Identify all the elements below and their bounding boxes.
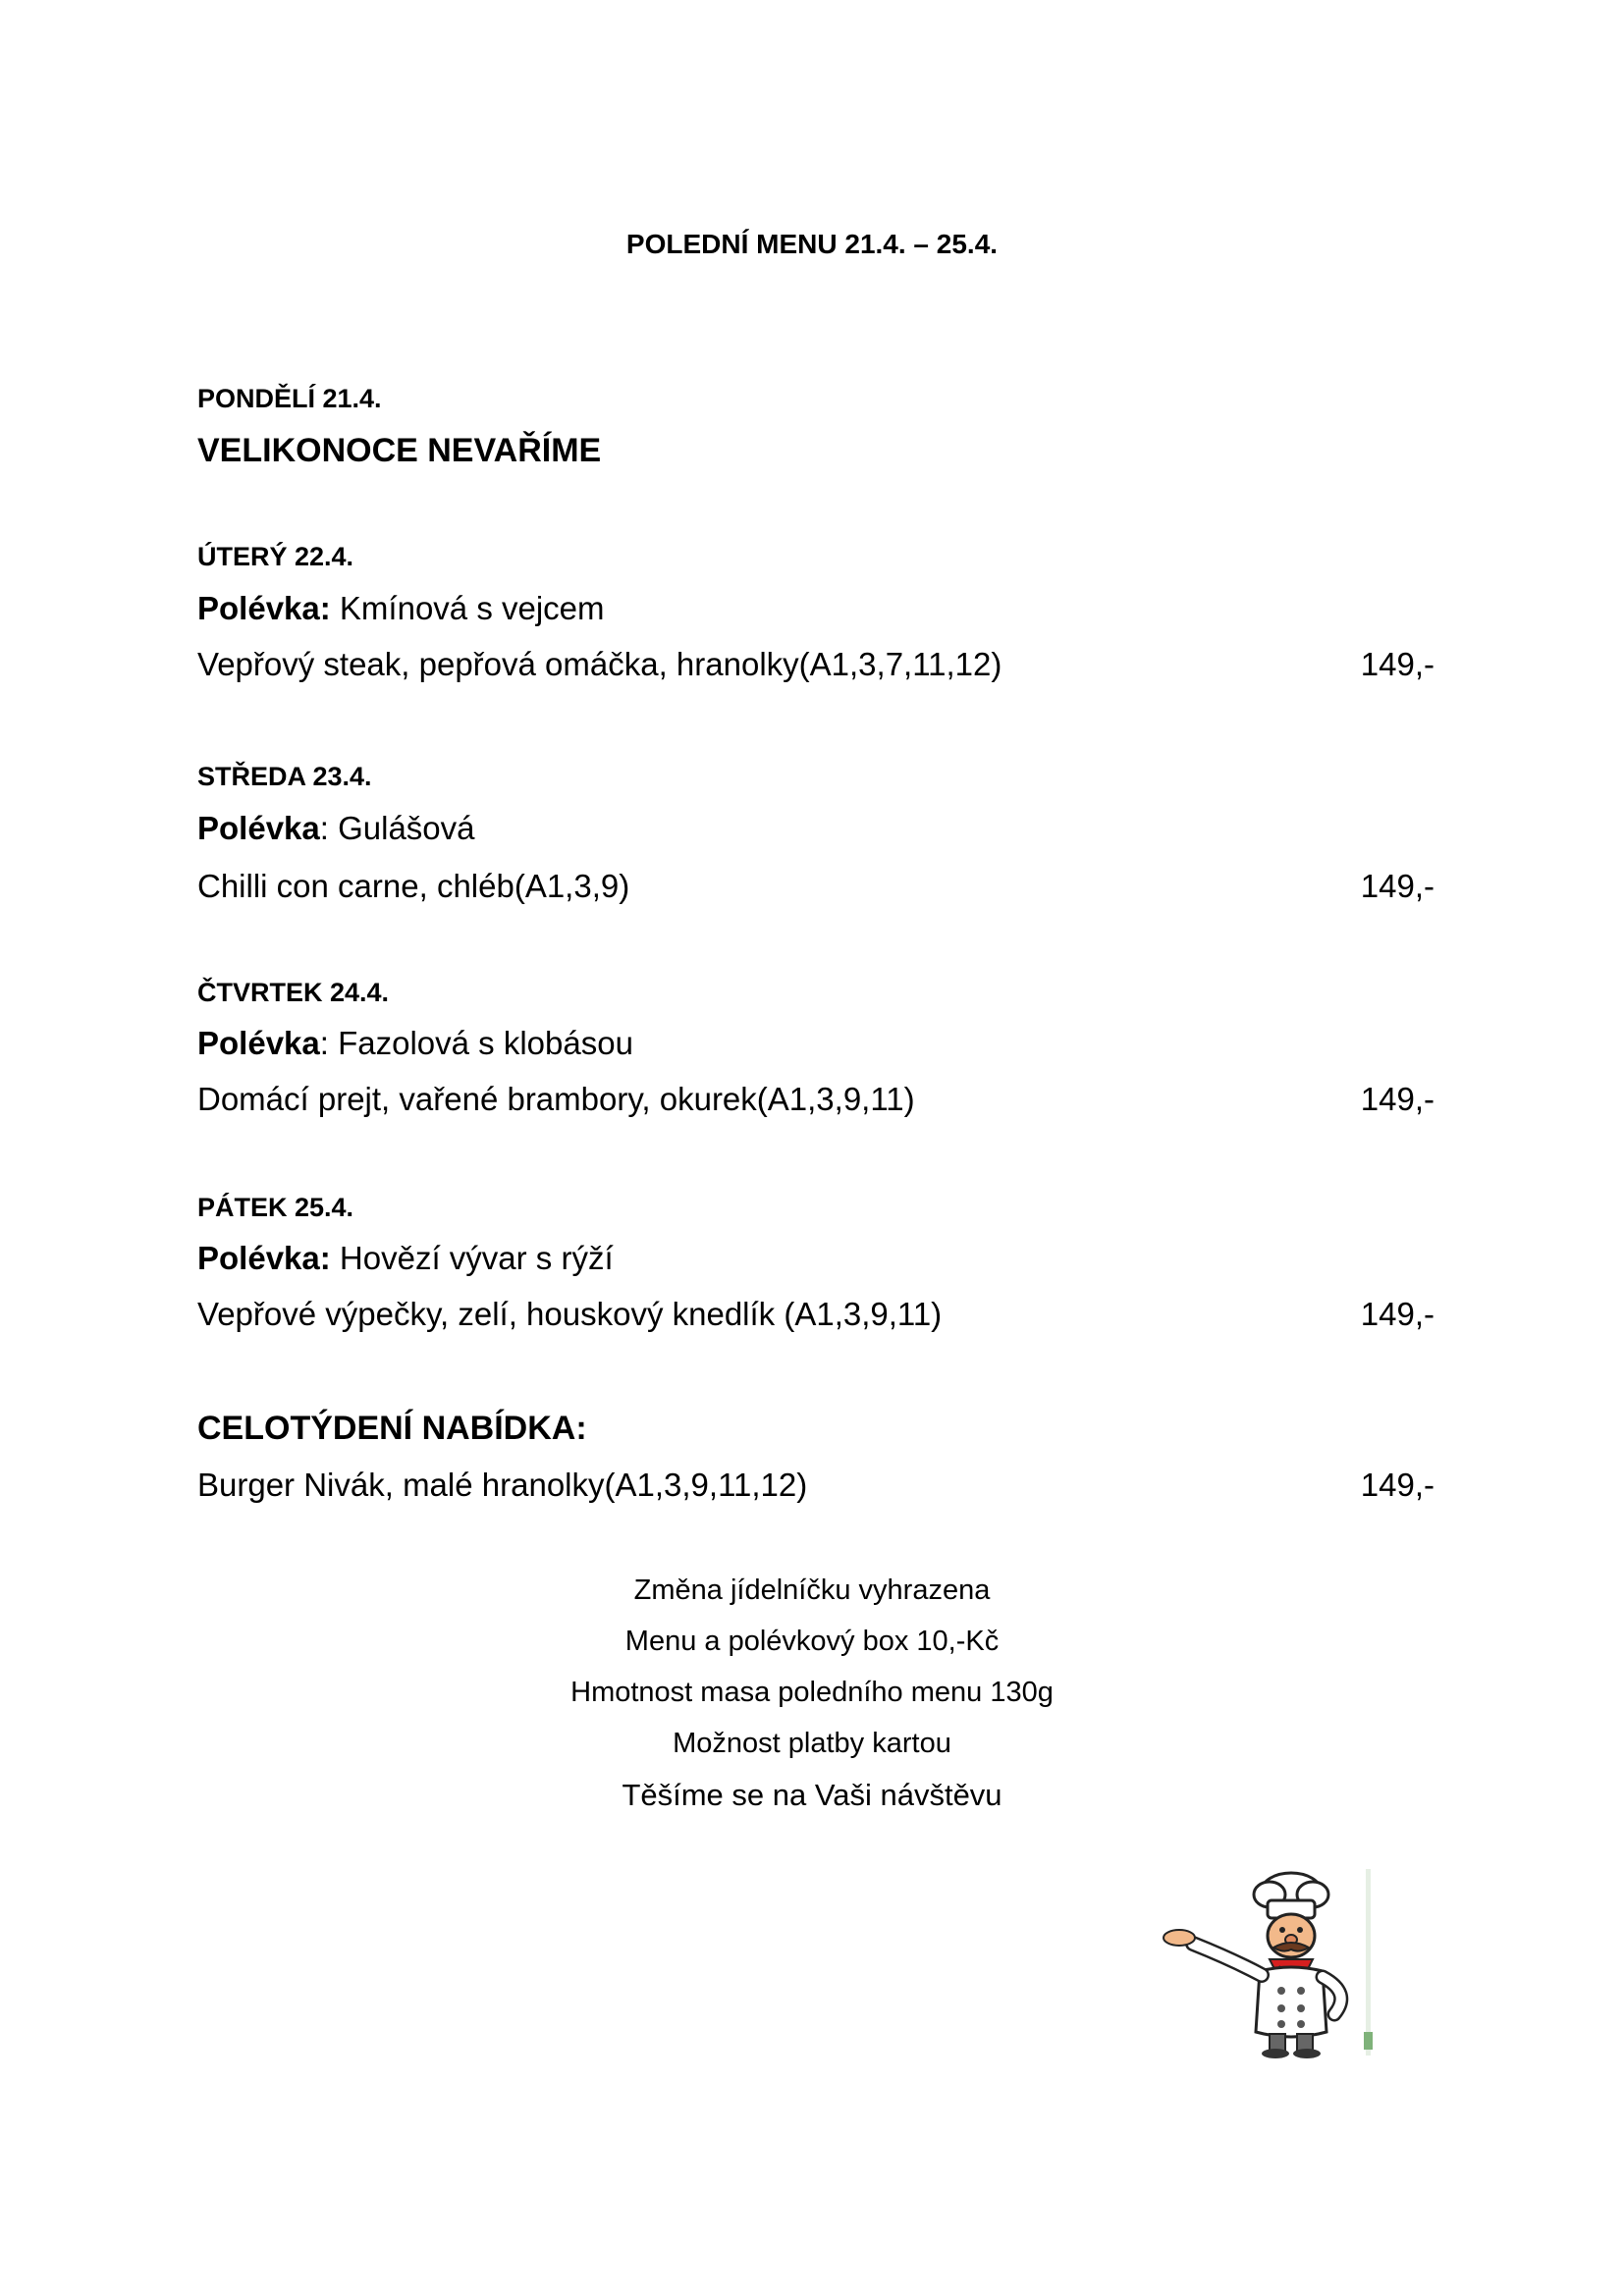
soup-name: Gulášová	[328, 810, 475, 846]
soup-separator: :	[319, 590, 331, 626]
meal-price: 149,-	[1360, 868, 1435, 904]
weekly-offer-heading: CELOTÝDENÍ NABÍDKA:	[197, 1410, 587, 1447]
friday-soup	[197, 1240, 614, 1277]
meal-price: 149,-	[1360, 1296, 1435, 1332]
soup-name: Hovězí vývar s rýží	[330, 1240, 614, 1276]
soup-separator: :	[319, 810, 329, 846]
chef-icon	[1134, 1865, 1389, 2061]
meal-name: Chilli con carne, chléb(A1,3,9)	[197, 868, 630, 904]
wednesday-meal-row	[197, 868, 1435, 905]
thursday-soup	[197, 1025, 633, 1062]
meal-name: Vepřový steak, pepřová omáčka, hranolky(A1,3,7,11,12)	[197, 646, 1002, 682]
soup-label: Polévka	[197, 590, 320, 626]
tuesday-meal-row	[197, 646, 1435, 683]
soup-name: Fazolová s klobásou	[328, 1025, 633, 1061]
soup-label: Polévka	[197, 1240, 320, 1276]
meal-price: 149,-	[1360, 646, 1435, 682]
meal-price: 149,-	[1360, 1081, 1435, 1117]
day-tuesday-heading: ÚTERÝ 22.4.	[197, 542, 354, 571]
soup-separator: :	[319, 1025, 329, 1061]
day-friday-heading: PÁTEK 25.4.	[197, 1193, 354, 1222]
soup-label: Polévka	[197, 810, 320, 846]
day-thursday-heading: ČTVRTEK 24.4.	[197, 978, 390, 1007]
day-wednesday-heading: STŘEDA 23.4.	[197, 762, 372, 791]
thursday-meal-row	[197, 1081, 1435, 1118]
meal-name: Burger Nivák, malé hranolky(A1,3,9,11,12)	[197, 1467, 808, 1503]
meal-name: Domácí prejt, vařené brambory, okurek(A1,3,9,11)	[197, 1081, 915, 1117]
page-title: POLEDNÍ MENU 21.4. – 25.4.	[625, 229, 999, 259]
meal-price: 149,-	[1360, 1467, 1435, 1503]
wednesday-soup	[197, 810, 475, 847]
soup-label: Polévka	[197, 1025, 320, 1061]
monday-closed-note: VELIKONOCE NEVAŘÍME	[197, 432, 602, 469]
footer-note-meat-weight: Hmotnost masa poledního menu 130g	[570, 1677, 1054, 1708]
soup-separator: :	[319, 1240, 331, 1276]
footer-note-soup-box: Menu a polévkový box 10,-Kč	[624, 1626, 1000, 1657]
day-monday-heading: PONDĚLÍ 21.4.	[197, 384, 382, 413]
meal-name: Vepřové výpečky, zelí, houskový knedlík (A1,3,9,11)	[197, 1296, 943, 1332]
footer-note-menu-change: Změna jídelníčku vyhrazena	[633, 1575, 991, 1606]
footer-note-card-payment: Možnost platby kartou	[673, 1728, 951, 1759]
footer-note-welcome: Těšíme se na Vaši návštěvu	[622, 1778, 1002, 1812]
friday-meal-row	[197, 1296, 1435, 1333]
soup-name: Kmínová s vejcem	[330, 590, 605, 626]
weekly-meal-row	[197, 1467, 1435, 1504]
tuesday-soup	[197, 590, 605, 627]
